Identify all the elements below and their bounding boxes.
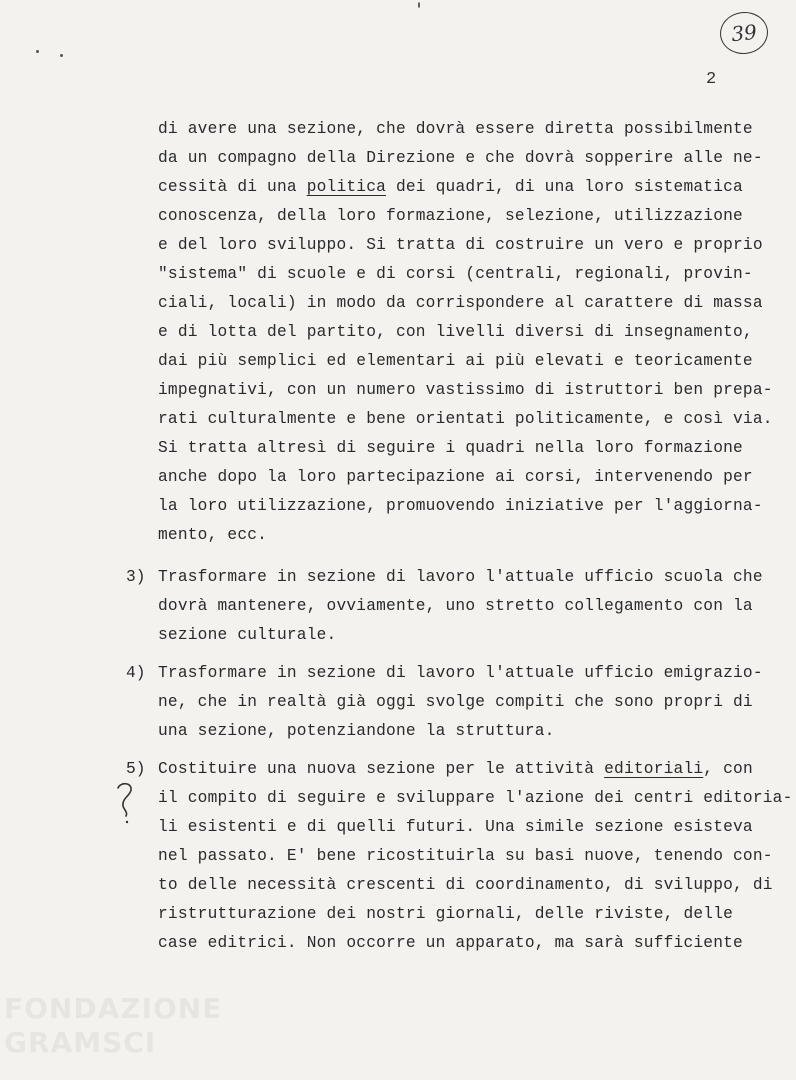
text-line: la loro utilizzazione, promuovendo iniziative per l'aggiorna- (158, 497, 763, 515)
text-segment: dei quadri, di una loro sistematica (386, 178, 743, 196)
text-line: to delle necessità crescenti di coordinamento, di sviluppo, di (158, 876, 773, 894)
text-segment: , con (703, 760, 753, 778)
text-line: sezione culturale. (158, 626, 337, 644)
text-line: dovrà mantenere, ovviamente, uno stretto collegamento con la (158, 597, 753, 615)
text-line: nel passato. E' bene ricostituirla su basi nuove, tenendo con- (158, 847, 773, 865)
text-line: impegnativi, con un numero vastissimo di istruttori ben prepa- (158, 381, 773, 399)
page-number: 2 (706, 70, 717, 89)
watermark-line: GRAMSCI (4, 1026, 157, 1059)
text-line: anche dopo la loro partecipazione ai corsi, intervenendo per (158, 468, 753, 486)
text-line: rati culturalmente e bene orientati politicamente, e così via. (158, 410, 773, 428)
text-line: una sezione, potenziandone la struttura. (158, 722, 555, 740)
underlined-word-politica: politica (306, 178, 387, 196)
item-number: 3) (126, 568, 146, 586)
item-number: 5) (126, 760, 146, 778)
text-line: ciali, locali) in modo da corrispondere al carattere di massa (158, 294, 763, 312)
text-line (158, 760, 753, 778)
text-line: di avere una sezione, che dovrà essere diretta possibilmente (158, 120, 753, 138)
handwritten-question-mark-icon (114, 780, 136, 824)
text-line: conoscenza, della loro formazione, selezione, utilizzazione (158, 207, 743, 225)
text-line: da un compagno della Direzione e che dovrà sopperire alle ne- (158, 149, 763, 167)
text-line: mento, ecc. (158, 526, 268, 544)
text-line (158, 178, 743, 196)
archive-watermark (4, 992, 222, 1060)
text-line: li esistenti e di quelli futuri. Una simile sezione esisteva (158, 818, 753, 836)
text-segment: cessità di una (158, 178, 307, 196)
text-line: Trasformare in sezione di lavoro l'attuale ufficio emigrazio- (158, 664, 763, 682)
text-line: dai più semplici ed elementari ai più elevati e teoricamente (158, 352, 753, 370)
scan-speck (36, 50, 39, 53)
scan-speck (418, 2, 420, 8)
text-line: ristrutturazione dei nostri giornali, delle riviste, delle (158, 905, 734, 923)
scan-speck (60, 54, 63, 57)
text-line: Trasformare in sezione di lavoro l'attuale ufficio scuola che (158, 568, 763, 586)
text-line: e del loro sviluppo. Si tratta di costruire un vero e proprio (158, 236, 763, 254)
text-line: il compito di seguire e sviluppare l'azione dei centri editoria- (158, 789, 793, 807)
item-number: 4) (126, 664, 146, 682)
watermark-line: FONDAZIONE (4, 992, 223, 1025)
underlined-word-editoriali: editoriali (604, 760, 704, 778)
text-line: case editrici. Non occorre un apparato, ma sarà sufficiente (158, 934, 743, 952)
text-segment: Costituire una nuova sezione per le attività (158, 760, 605, 778)
archive-number-stamp: 39 (718, 10, 770, 57)
text-line: "sistema" di scuole e di corsi (centrali, regionali, provin- (158, 265, 753, 283)
text-line: Si tratta altresì di seguire i quadri nella loro formazione (158, 439, 743, 457)
text-line: ne, che in realtà già oggi svolge compiti che sono propri di (158, 693, 753, 711)
text-line: e di lotta del partito, con livelli diversi di insegnamento, (158, 323, 753, 341)
